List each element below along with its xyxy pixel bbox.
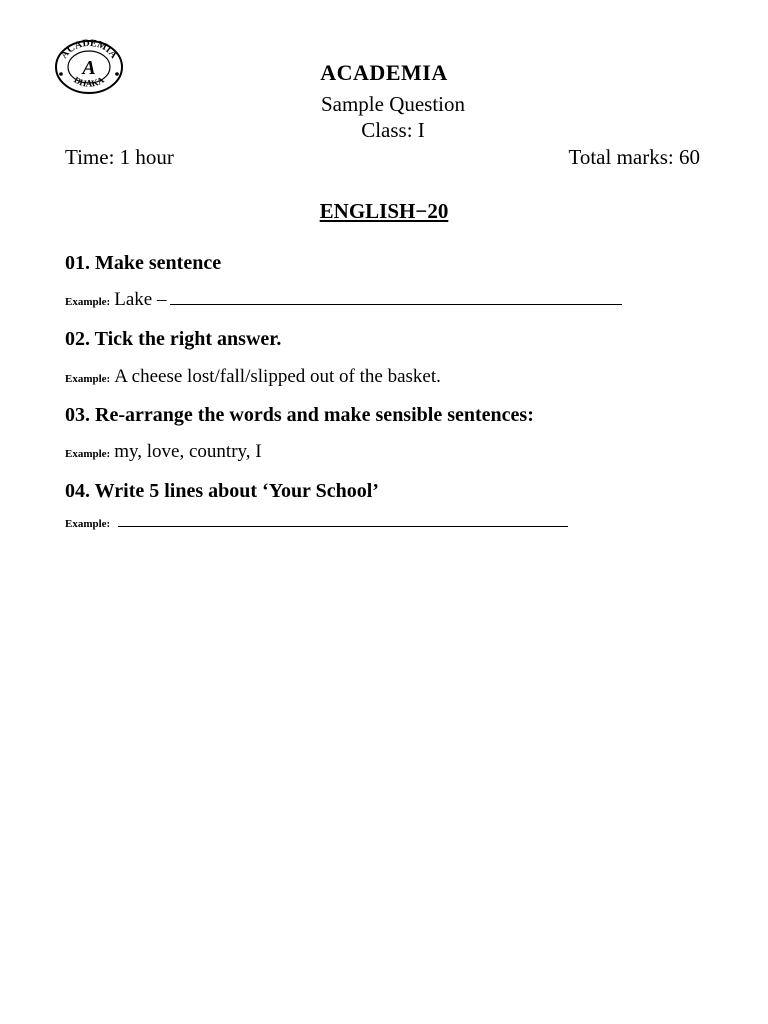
logo-letter: A <box>82 57 96 79</box>
school-name <box>0 60 768 89</box>
logo-top-text: ACADEMIA <box>58 38 120 61</box>
class-label: Class: I <box>361 118 425 142</box>
logo-bottom-text: DHAKA <box>72 74 106 89</box>
answer-blank-line[interactable] <box>170 303 622 305</box>
example-text: A cheese lost/fall/slipped out of the basket. <box>114 366 441 387</box>
subject-title: ENGLISH−20 <box>319 199 449 223</box>
question-4-example <box>65 511 568 533</box>
question-3-example <box>65 441 262 463</box>
question-2-title: 02. Tick the right answer. <box>65 328 282 350</box>
example-label: Example: <box>65 518 111 530</box>
question-4-title: 04. Write 5 lines about ‘Your School’ <box>65 480 379 502</box>
example-text: Lake – <box>114 289 167 310</box>
total-marks-label: Total marks: 60 <box>568 145 700 169</box>
answer-blank-line[interactable] <box>118 525 568 527</box>
school-name-text: ACADEMIA <box>320 60 448 85</box>
example-label: Example: <box>65 373 111 385</box>
example-label: Example: <box>65 296 111 308</box>
question-2-example <box>65 366 441 388</box>
question-3-title: 03. Re-arrange the words and make sensible sentences: <box>65 404 534 426</box>
example-text: my, love, country, I <box>114 441 262 462</box>
question-1-title: 01. Make sentence <box>65 252 222 274</box>
question-1-example <box>65 289 622 311</box>
exam-subtitle: Sample Question <box>320 92 466 116</box>
time-label: Time: 1 hour <box>65 145 174 169</box>
example-label: Example: <box>65 448 111 460</box>
